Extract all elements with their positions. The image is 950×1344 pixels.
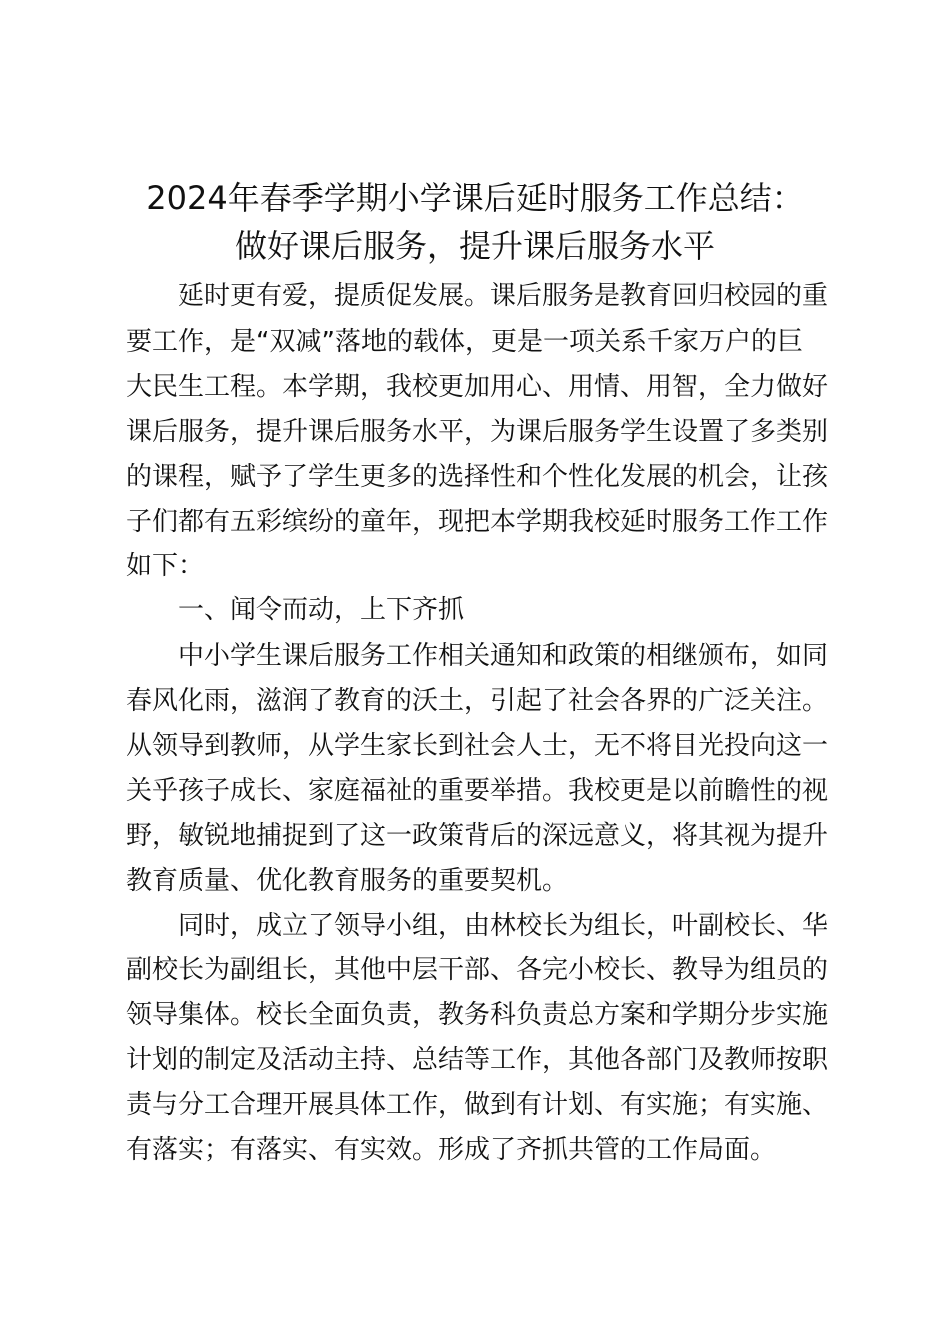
paragraph-3-line-6: 有落实；有落实、有实效。形成了齐抓共管的工作局面。 (126, 1135, 777, 1165)
paragraph-3-line-1: 同时，成立了领导小组，由林校长为组长，叶副校长、华 (178, 911, 829, 941)
paragraph-1-line-6: 子们都有五彩缤纷的童年，现把本学期我校延时服务工作工作 (126, 507, 829, 537)
document-title-line-1: 2024年春季学期小学课后延时服务工作总结： (146, 179, 804, 217)
paragraph-1-line-3: 大民生工程。本学期，我校更加用心、用情、用智，全力做好 (126, 372, 829, 402)
paragraph-3-line-2: 副校长为副组长，其他中层干部、各完小校长、教导为组员的 (126, 955, 829, 985)
paragraph-2-line-6: 教育质量、优化教育服务的重要契机。 (126, 866, 569, 896)
section-heading-1: 一、闻令而动，上下齐抓 (178, 595, 465, 625)
paragraph-1-line-5: 的课程，赋予了学生更多的选择性和个性化发展的机会，让孩 (126, 462, 829, 492)
paragraph-1-line-1: 延时更有爱，提质促发展。课后服务是教育回归校园的重 (178, 281, 829, 311)
paragraph-1-line-4: 课后服务，提升课后服务水平，为课后服务学生设置了多类别 (126, 417, 829, 447)
paragraph-1-line-7: 如下： (126, 551, 205, 581)
paragraph-2-line-3: 从领导到教师，从学生家长到社会人士，无不将目光投向这一 (126, 731, 829, 761)
paragraph-2-line-2: 春风化雨，滋润了教育的沃土，引起了社会各界的广泛关注。 (126, 686, 829, 716)
paragraph-2-line-1: 中小学生课后服务工作相关通知和政策的相继颁布，如同 (178, 641, 829, 671)
paragraph-2-line-4: 关乎孩子成长、家庭福祉的重要举措。我校更是以前瞻性的视 (126, 776, 829, 806)
document-title-line-2: 做好课后服务，提升课后服务水平 (234, 227, 715, 265)
paragraph-2-line-5: 野，敏锐地捕捉到了这一政策背后的深远意义，将其视为提升 (126, 821, 829, 851)
paragraph-3-line-3: 领导集体。校长全面负责，教务科负责总方案和学期分步实施 (126, 1000, 829, 1030)
paragraph-3-line-4: 计划的制定及活动主持、总结等工作，其他各部门及教师按职 (126, 1045, 829, 1075)
paragraph-3-line-5: 责与分工合理开展具体工作，做到有计划、有实施；有实施、 (126, 1090, 829, 1120)
paragraph-1-line-2: 要工作，是“双减”落地的载体，更是一项关系千家万户的巨 (126, 327, 803, 357)
